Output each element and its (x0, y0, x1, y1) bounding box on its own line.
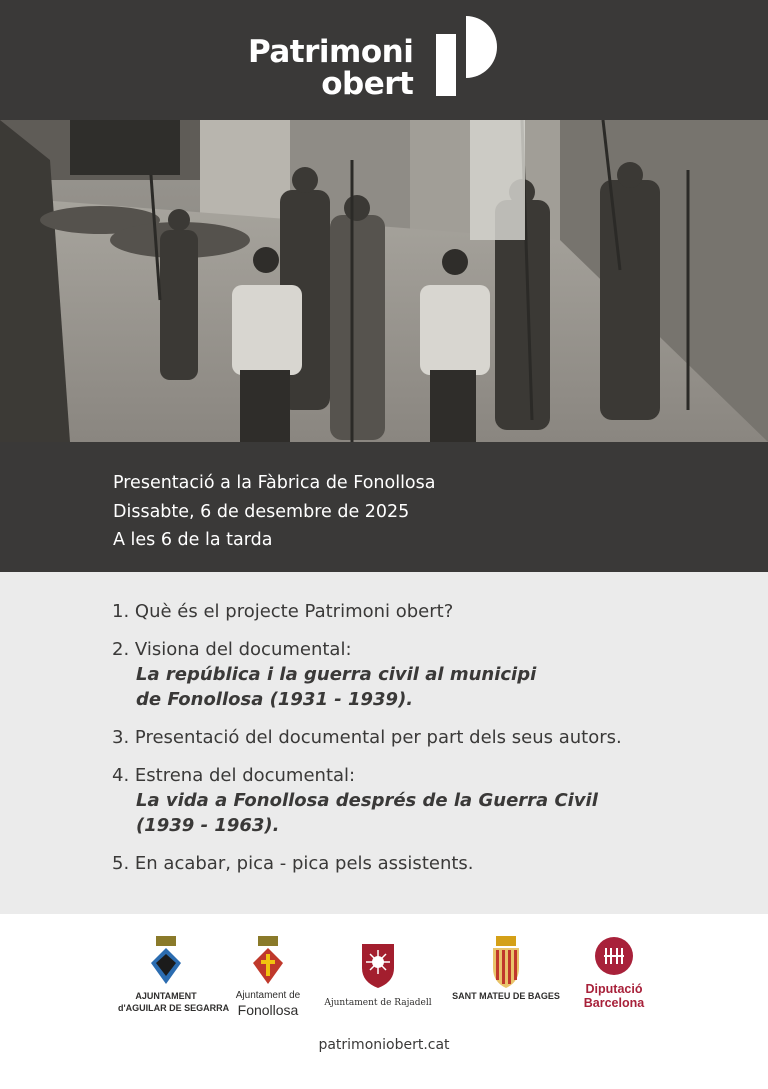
program-item-number: 1. (112, 601, 130, 622)
rajadell-label: Ajuntament de Rajadell (324, 998, 432, 1008)
logo-diputacio-barcelona (574, 936, 654, 1010)
documentary-title-line-1: La república i la guerra civil al municipi (136, 664, 537, 685)
logo-sant-mateu-de-bages (452, 936, 560, 1002)
patrimoni-obert-logo-icon (436, 16, 502, 96)
program-item-number: 5. (112, 853, 130, 874)
diputacio-barcelona-emblem-icon (594, 936, 634, 976)
website-link[interactable]: patrimoniobert.cat (318, 1037, 450, 1053)
program-list (112, 599, 732, 889)
program-item (112, 725, 732, 750)
brand-wordmark (248, 36, 413, 100)
program-item-number: 4. (112, 765, 130, 786)
diputacio-label-line-1: Diputació (585, 982, 643, 996)
program-item (112, 637, 732, 712)
event-time: A les 6 de la tarda (113, 530, 273, 550)
fonollosa-label-line-2: Fonollosa (237, 1002, 299, 1018)
program-item-text: En acabar, pica - pica pels assistents. (134, 853, 474, 874)
aguilar-label-line-1: AJUNTAMENT (135, 991, 197, 1001)
event-details (113, 469, 436, 555)
program-section (0, 572, 768, 914)
procession-photo (0, 120, 768, 442)
sant-mateu-coat-of-arms-icon (490, 936, 522, 990)
rajadell-coat-of-arms-icon (360, 936, 396, 990)
program-item (112, 851, 732, 876)
logo-fonollosa (232, 936, 304, 1018)
brand-line-2: obert (321, 66, 414, 102)
documentary-title-line-2: de Fonollosa (1931 - 1939). (136, 689, 414, 710)
event-venue: Presentació a la Fàbrica de Fonollosa (113, 473, 436, 493)
logo-aguilar-de-segarra (118, 936, 230, 1014)
fonollosa-label-line-1: Ajuntament de (235, 990, 301, 1001)
fonollosa-coat-of-arms-icon (252, 936, 284, 990)
logo-rajadell (324, 936, 432, 1008)
documentary-title-line-2: (1939 - 1963). (136, 815, 280, 836)
program-item-text: Estrena del documental: (134, 765, 356, 786)
header-band (0, 0, 768, 120)
program-item-number: 2. (112, 639, 130, 660)
aguilar-coat-of-arms-icon (150, 936, 182, 990)
program-item-number: 3. (112, 727, 130, 748)
procession-photo-icon (0, 120, 768, 442)
brand-line-1: Patrimoni (248, 34, 414, 70)
program-item-text: Visiona del documental: (134, 639, 352, 660)
program-item-text: Què és el projecte Patrimoni obert? (134, 601, 454, 622)
event-info-band (0, 442, 768, 572)
program-item (112, 599, 732, 624)
program-item (112, 763, 732, 838)
sant-mateu-label: SANT MATEU DE BAGES (452, 991, 560, 1001)
documentary-title-line-1: La vida a Fonollosa després de la Guerra Civil (136, 790, 598, 811)
program-item-text: Presentació del documental per part dels seus autors. (134, 727, 622, 748)
aguilar-label-line-2: d'AGUILAR DE SEGARRA (118, 1003, 230, 1013)
event-date: Dissabte, 6 de desembre de 2025 (113, 501, 410, 522)
sponsors-footer (0, 914, 768, 1089)
diputacio-label-line-2: Barcelona (583, 996, 645, 1010)
